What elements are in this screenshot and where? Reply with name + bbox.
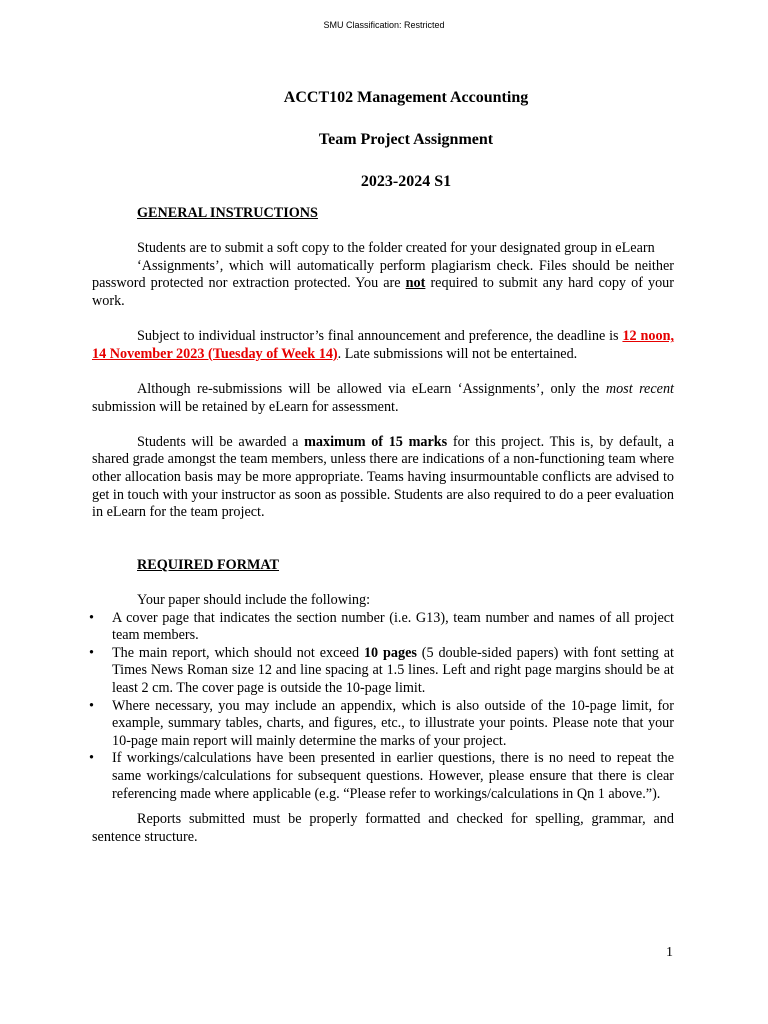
classification-label: SMU Classification: Restricted [323,20,445,30]
list-item [89,698,674,751]
required-format-heading: REQUIRED FORMAT [137,556,280,573]
bullet-icon: • [89,750,94,767]
submission-text-end: required to submit any hard copy of your work. [92,275,674,309]
resubmission-text-end: submission will be retained by eLearn for assessment. [92,398,399,415]
deadline-date: 14 November 2023 (Tuesday of Week 14) [92,345,338,362]
main-report-text-end: (5 double-sided papers) with font setting at Times News Roman size 12 and line spacing at 1.5 lines. Left and right page margins should be at least 2 cm. The cover page is outside the 10-page limit. [112,644,674,697]
format-intro: Your paper should include the following: [137,592,371,609]
workings-text: If workings/calculations have been presented in earlier questions, there is no need to repeat the same workings/calculations for subsequent questions. However, please ensure that there is clear referencing made where applicable (e.g. “Please refer to workings/calculations in Qn 1 above.”). [112,750,674,802]
submission-paragraph-line1: Students are to submit a soft copy to the folder created for your designated group in eLearn [137,240,655,257]
cover-page-text: A cover page that indicates the section number (i.e. G13), team number and names of all project team members. [112,609,674,644]
resubmission-paragraph [92,381,674,416]
list-item [89,610,674,645]
marks-text: Students will be awarded a [137,433,305,450]
general-instructions-heading: GENERAL INSTRUCTIONS [137,205,318,221]
list-item [89,645,674,698]
document-body [89,205,675,846]
assignment-title: Team Project Assignment [318,131,494,148]
course-title: ACCT102 Management Accounting [283,89,529,106]
page-number: 1 [666,945,673,960]
bullet-icon: • [89,609,94,626]
appendix-text: Where necessary, you may include an appendix, which is also outside of the 10-page limit, for example, summary tables, charts, and figures, etc., to illustrate your points. Please note that your 10-page main report will mainly determine the marks of your project. [112,697,674,749]
deadline-text: Subject to individual instructor’s final announcement and preference, the deadline is [137,328,623,345]
bullet-icon: • [89,644,94,661]
deadline-text-end: . Late submissions will not be entertained. [337,345,578,362]
most-recent-emphasis: most recent [605,380,674,397]
marks-paragraph [92,434,674,522]
deadline-paragraph [92,328,674,363]
format-list [89,610,674,804]
main-report-text: The main report, which should not exceed [112,644,364,661]
submission-paragraph [92,258,674,311]
bullet-icon: • [89,697,94,714]
closing-paragraph: Reports submitted must be properly formatted and checked for spelling, grammar, and sentence structure. [92,811,674,845]
marks-text-end: for this project. This is, by default, a shared grade amongst the team members, unless there are indications of a non-functioning team where other allocation basis may be more appropriate. Teams having insurmountable conflicts are advised to get in touch with your instructor as soon as possible. Students are also required to do a peer evaluation in eLearn for the team project. [92,433,674,521]
term-title: 2023-2024 S1 [360,173,452,190]
max-marks-emphasis: maximum of 15 marks [304,433,448,450]
list-item [89,750,674,803]
submission-text: ‘Assignments’, which will automatically perform plagiarism check. Files should be neither password protected nor extraction protected. You are [92,257,674,292]
page-limit-emphasis: 10 pages [363,644,417,661]
resubmission-text: Although re-submissions will be allowed via eLearn ‘Assignments’, only the [137,380,606,397]
not-emphasis: not [405,275,426,292]
deadline-time: 12 noon, [622,328,675,345]
